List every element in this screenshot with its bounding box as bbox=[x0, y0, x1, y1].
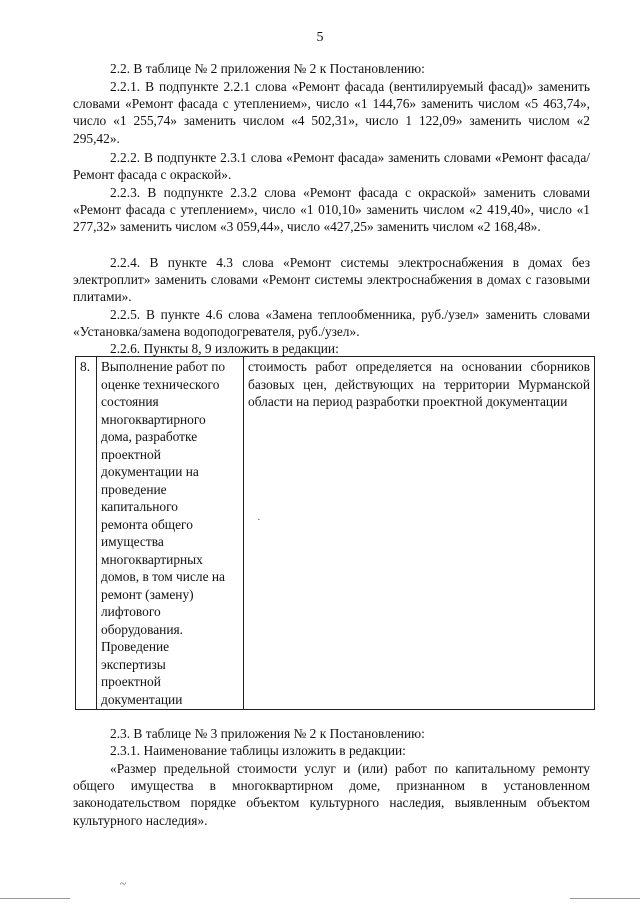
work-name-line: документации bbox=[101, 691, 183, 707]
paragraph-2-2-3: 2.2.3. В подпункте 2.3.2 слова «Ремонт фасада с окраской» заменить словами «Ремонт фасада с утеплением», число «1 010,10» заменить числом «2 419,40», число «1 277,32» заменить числом «3 059,44», число «427,25» заменить числом «2 168,48». bbox=[73, 185, 590, 235]
scan-speck: · bbox=[257, 514, 261, 526]
work-name-line: оборудования. bbox=[101, 621, 184, 637]
work-name-line: состояния bbox=[101, 394, 159, 409]
paragraph-2-3: 2.3. В таблице № 3 приложения № 2 к Постановлению: bbox=[110, 726, 425, 741]
paragraph-2-2-6: 2.2.6. Пункты 8, 9 изложить в редакции: bbox=[110, 341, 339, 356]
paragraph-2-2-2: 2.2.2. В подпункте 2.3.1 слова «Ремонт фасада» заменить словами «Ремонт фасада/ Ремонт фасада с окраской». bbox=[73, 150, 590, 183]
table-title-quote: «Размер предельной стоимости услуг и (или) работ по капитальному ремонту общего имущества в многоквартирном доме, признанном в установленном законодательством порядке объектом культурного наследия, выявленным объектом культурного наследия». bbox=[73, 761, 590, 828]
cost-description-cell: стоимость работ определяется на основании сборников базовых цен, действующих на территории Мурманской области на период разработки проектной документации bbox=[244, 357, 595, 710]
work-name-line: ремонт (замену) bbox=[101, 586, 194, 602]
work-name-line: оценке технического bbox=[101, 376, 220, 392]
work-name-line: документации на bbox=[101, 464, 199, 479]
work-name-line: Проведение bbox=[101, 639, 170, 654]
work-name-line: многоквартирных bbox=[101, 551, 203, 567]
work-name-line: капитального bbox=[101, 499, 178, 514]
work-name-line: Выполнение работ по bbox=[101, 359, 226, 374]
paragraph-2-2-1: 2.2.1. В подпункте 2.2.1 слова «Ремонт фасада (вентилируемый фасад)» заменить словами «Ремонт фасада с утеплением», число «1 144,76» заменить числом «5 463,74», число «1 255,74» заменить числом «4 502,31», число 1 122,09» заменить числом «2 295,42». bbox=[73, 79, 590, 146]
scan-speck: ~ bbox=[120, 878, 126, 890]
work-name-line: домов, в том числе на bbox=[101, 569, 225, 584]
work-name-line: имущества bbox=[101, 534, 164, 549]
row-number: 8. bbox=[76, 357, 97, 710]
work-name-line: дома, разработке bbox=[101, 429, 198, 444]
work-name-line: многоквартирного bbox=[101, 411, 206, 427]
paragraph-2-2-5: 2.2.5. В пункте 4.6 слова «Замена теплообменника, руб./узел» заменить словами «Установка/замена водоподогревателя, руб./узел». bbox=[73, 307, 590, 340]
table-row bbox=[76, 357, 595, 710]
scan-edge-rule bbox=[570, 898, 640, 899]
work-name-line: лифтового bbox=[101, 604, 161, 619]
paragraph-2-2-4: 2.2.4. В пункте 4.3 слова «Ремонт системы электроснабжения в домах без электроплит» заменить словами «Ремонт системы электроснабжения в домах с газовыми плитами». bbox=[73, 255, 590, 305]
paragraph-2-3-1: 2.3.1. Наименование таблицы изложить в редакции: bbox=[110, 743, 406, 758]
scan-edge-rule bbox=[0, 898, 70, 899]
paragraph-2-2: 2.2. В таблице № 2 приложения № 2 к Постановлению: bbox=[110, 61, 425, 76]
work-name-line: проведение bbox=[101, 481, 167, 497]
work-name-line: проектной bbox=[101, 446, 161, 462]
work-name-line: ремонта общего bbox=[101, 516, 193, 532]
amendment-table bbox=[75, 356, 595, 710]
work-name-cell bbox=[97, 357, 244, 710]
work-name-line: экспертизы bbox=[101, 656, 166, 672]
page-number: 5 bbox=[316, 30, 324, 45]
work-name-line: проектной bbox=[101, 674, 161, 689]
